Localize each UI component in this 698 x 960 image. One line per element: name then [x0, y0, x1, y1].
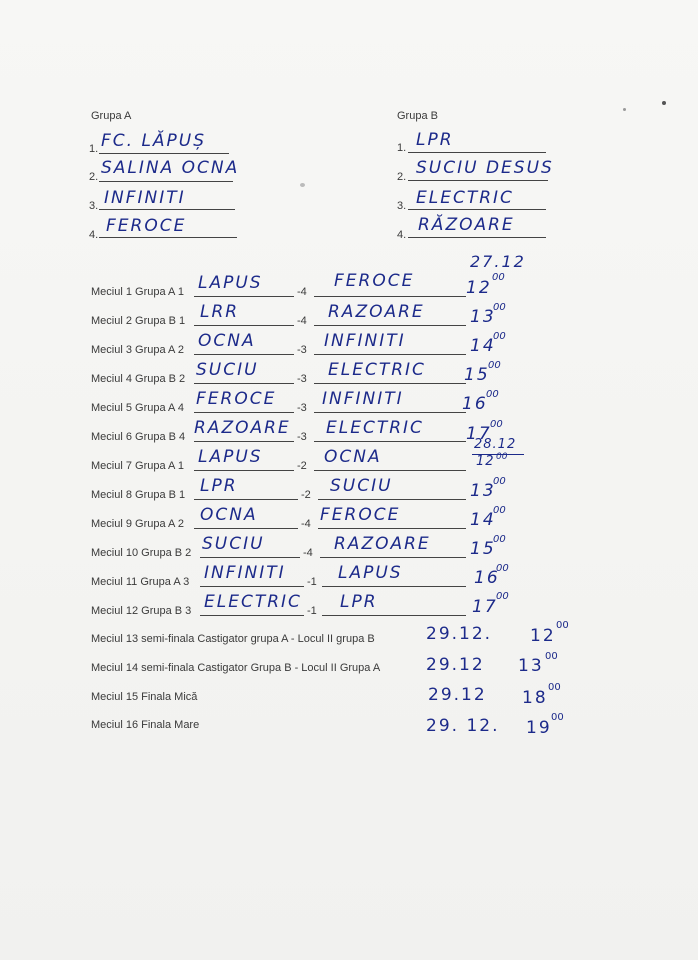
group-a-team-1: FC. LĂPUȘ: [101, 131, 207, 151]
match-separator: -3: [297, 431, 307, 443]
final-match-label: Meciul 13 semi-finala Castigator grupa A - Locul II grupa B: [91, 633, 375, 645]
match-home-team: SUCIU: [202, 534, 265, 554]
match-away-team: RAZOARE: [328, 302, 425, 322]
match-line: [314, 470, 466, 471]
group-b-line-1: [408, 152, 546, 153]
match-away-team: FEROCE: [334, 271, 415, 291]
group-b-num-3: 3.: [397, 200, 407, 212]
match-away-team: RAZOARE: [334, 534, 431, 554]
final-match-minutes: 00: [556, 620, 569, 631]
group-a-num-3: 3.: [89, 200, 99, 212]
match-minutes: 00: [493, 476, 506, 487]
match-away-team: OCNA: [324, 447, 382, 467]
match-hour: 15: [470, 539, 496, 559]
match-line: [194, 499, 298, 500]
match-label: Meciul 3 Grupa A 2: [91, 344, 184, 356]
match-hour: 14: [470, 336, 496, 356]
match-line: [200, 586, 304, 587]
match-hour: 12: [466, 278, 492, 298]
match-minutes: 00: [493, 534, 506, 545]
match-line: [322, 586, 466, 587]
match-home-team: INFINITI: [204, 563, 286, 583]
match-separator: -1: [307, 605, 317, 617]
match-separator: -3: [297, 344, 307, 356]
group-b-team-2: SUCIU DESUS: [416, 158, 554, 178]
match-hour: 15: [464, 365, 490, 385]
match-label: Meciul 5 Grupa A 4: [91, 402, 184, 414]
final-match-minutes: 00: [551, 712, 564, 723]
group-a-num-4: 4.: [89, 229, 99, 241]
match-minutes: 00: [493, 505, 506, 516]
final-match-date: 29.12: [426, 655, 485, 675]
group-b-line-2: [408, 180, 548, 181]
match-line: [314, 441, 466, 442]
schedule-date-header: 27.12: [470, 252, 526, 271]
match-line: [194, 354, 294, 355]
match-hour: 14: [470, 510, 496, 530]
match-date: 28.12: [474, 437, 517, 452]
group-b-line-3: [408, 209, 546, 210]
group-b-team-3: ELECTRIC: [416, 188, 514, 208]
match-minutes: 00: [490, 419, 503, 430]
match-separator: -2: [301, 489, 311, 501]
group-a-num-2: 2.: [89, 171, 99, 183]
group-a-line-2: [99, 181, 233, 182]
group-a-team-3: INFINITI: [104, 188, 186, 208]
match-minutes: 00: [493, 302, 506, 313]
match-label: Meciul 7 Grupa A 1: [91, 460, 184, 472]
match-label: Meciul 8 Grupa B 1: [91, 489, 186, 501]
match-line: [200, 557, 300, 558]
match-separator: -3: [297, 373, 307, 385]
match-minutes: 00: [492, 272, 505, 283]
final-match-hour: 13: [518, 656, 544, 676]
match-line: [194, 325, 294, 326]
match-away-team: LPR: [340, 592, 378, 612]
group-a-team-2: SALINA OCNA: [101, 158, 240, 178]
final-match-hour: 18: [522, 688, 548, 708]
final-match-hour: 12: [530, 626, 556, 646]
match-label: Meciul 12 Grupa B 3: [91, 605, 192, 617]
match-line: [194, 441, 294, 442]
match-home-team: FEROCE: [196, 389, 277, 409]
match-home-team: ELECTRIC: [204, 592, 302, 612]
group-a-line-4: [99, 237, 237, 238]
match-home-team: LRR: [200, 302, 240, 322]
match-hour: 13: [470, 481, 496, 501]
match-line: [314, 383, 466, 384]
match-separator: -1: [307, 576, 317, 588]
group-a-team-4: FEROCE: [106, 216, 187, 236]
match-label: Meciul 1 Grupa A 1: [91, 286, 184, 298]
match-label: Meciul 6 Grupa B 4: [91, 431, 186, 443]
group-b-num-2: 2.: [397, 171, 407, 183]
match-hour: 17: [472, 597, 498, 617]
match-label: Meciul 2 Grupa B 1: [91, 315, 186, 327]
match-line: [194, 528, 298, 529]
match-line: [194, 296, 294, 297]
match-hour: 16: [474, 568, 500, 588]
match-line: [314, 354, 466, 355]
match-separator: -4: [303, 547, 313, 559]
final-match-minutes: 00: [548, 682, 561, 693]
final-match-hour: 19: [526, 718, 552, 738]
final-match-label: Meciul 14 semi-finala Castigator Grupa B - Locul II Grupa A: [91, 662, 381, 674]
match-hour: 17: [466, 424, 492, 444]
match-minutes: 00: [486, 389, 499, 400]
paper-smudge-mark: [300, 183, 305, 187]
final-match-minutes: 00: [545, 651, 558, 662]
match-home-team: RAZOARE: [194, 418, 291, 438]
match-separator: -2: [297, 460, 307, 472]
ink-dot-mark: [662, 101, 666, 105]
match-away-team: ELECTRIC: [328, 360, 426, 380]
match-home-team: LPR: [200, 476, 238, 496]
match-separator: -4: [297, 315, 307, 327]
match-home-team: LAPUS: [198, 447, 263, 467]
match-away-team: ELECTRIC: [326, 418, 424, 438]
match-away-team: SUCIU: [330, 476, 393, 496]
match-away-team: LAPUS: [338, 563, 403, 583]
match-minutes: 00: [488, 360, 501, 371]
match-hour: 12: [476, 454, 495, 469]
match-home-team: OCNA: [198, 331, 256, 351]
match-minutes: 00: [496, 591, 509, 602]
match-line: [194, 470, 294, 471]
group-a-line-3: [99, 209, 235, 210]
match-away-team: INFINITI: [324, 331, 406, 351]
match-home-team: LAPUS: [198, 273, 263, 293]
group-b-team-1: LPR: [416, 130, 454, 150]
group-b-line-4: [408, 237, 546, 238]
group-a-line-1: [99, 153, 229, 154]
match-separator: -4: [301, 518, 311, 530]
match-minutes: 00: [496, 452, 508, 462]
match-label: Meciul 10 Grupa B 2: [91, 547, 192, 559]
final-match-date: 29. 12.: [426, 716, 500, 736]
match-line: [194, 412, 294, 413]
match-line: [320, 557, 466, 558]
match-separator: -3: [297, 402, 307, 414]
final-match-date: 29.12.: [426, 624, 493, 644]
group-b-team-4: RĂZOARE: [418, 215, 515, 235]
match-minutes: 00: [493, 331, 506, 342]
match-hour: 13: [470, 307, 496, 327]
final-match-label: Meciul 15 Finala Mică: [91, 691, 198, 703]
match-label: Meciul 11 Grupa A 3: [91, 576, 190, 588]
match-line: [194, 383, 294, 384]
match-separator: -4: [297, 286, 307, 298]
group-a-title: Grupa A: [91, 110, 132, 122]
match-line: [322, 615, 466, 616]
match-minutes: 00: [496, 563, 509, 574]
match-line: [314, 412, 466, 413]
match-label: Meciul 4 Grupa B 2: [91, 373, 186, 385]
ink-speck-mark: [623, 108, 626, 111]
group-b-num-1: 1.: [397, 142, 407, 154]
match-line: [314, 296, 466, 297]
match-line: [318, 528, 466, 529]
match-label: Meciul 9 Grupa A 2: [91, 518, 184, 530]
match-line: [314, 325, 466, 326]
match-away-team: INFINITI: [322, 389, 404, 409]
match-line: [200, 615, 304, 616]
match-home-team: SUCIU: [196, 360, 259, 380]
match-hour: 16: [462, 394, 488, 414]
final-match-date: 29.12: [428, 685, 487, 705]
match-away-team: FEROCE: [320, 505, 401, 525]
match-line: [318, 499, 466, 500]
match-home-team: OCNA: [200, 505, 258, 525]
group-b-num-4: 4.: [397, 229, 407, 241]
final-match-label: Meciul 16 Finala Mare: [91, 719, 200, 731]
group-b-title: Grupa B: [397, 110, 438, 122]
group-a-num-1: 1.: [89, 143, 99, 155]
